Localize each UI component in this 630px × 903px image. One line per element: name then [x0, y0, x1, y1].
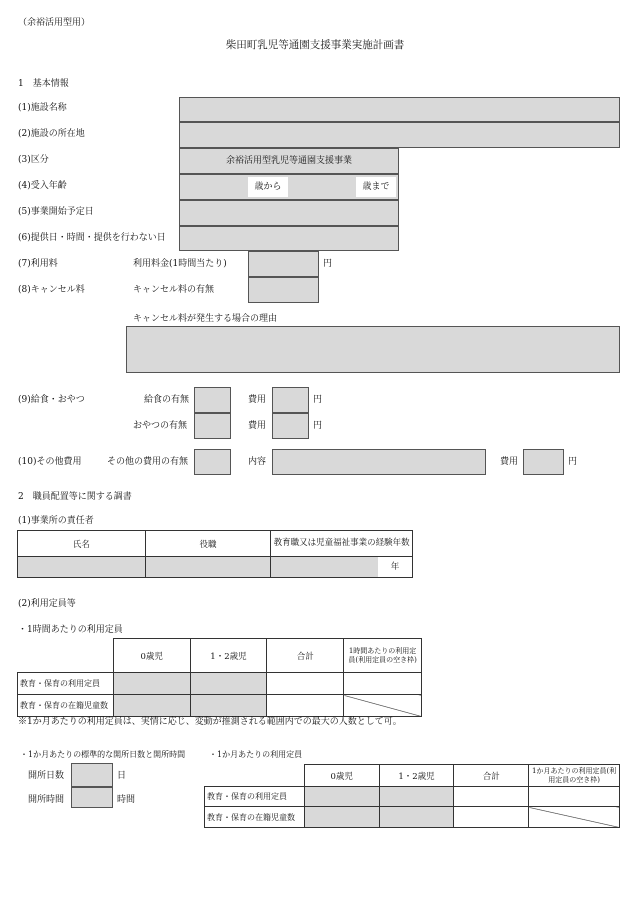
schedule-label: (6)提供日・時間・提供を行わない日	[18, 233, 166, 243]
cancel-reason-field[interactable]	[126, 326, 620, 373]
open-hours-label: 開所時間	[28, 795, 65, 805]
cancel-fee-exists-label: キャンセル料の有無	[133, 285, 215, 295]
standard-hours-heading: ・1か月あたりの標準的な開所日数と開所時間	[20, 750, 186, 759]
page-title: 柴田町乳児等通園支援事業実施計画書	[225, 39, 405, 51]
capacity-note: ※1か月あたりの利用定員は、実情に応じ、変動が推測される範囲内での最大の人数として可。	[18, 717, 402, 727]
age-to-label: 歳まで	[356, 177, 396, 197]
manager-table	[17, 530, 413, 578]
other-yen-unit: 円	[568, 457, 578, 467]
meal-yen-unit: 円	[313, 395, 323, 405]
hourly-col-age12: 1・2歳児	[190, 639, 267, 673]
category-value: 余裕活用型乳児等通園支援事業	[179, 148, 399, 174]
other-cost-exists-field[interactable]	[194, 449, 231, 475]
manager-position-cell[interactable]	[145, 557, 271, 578]
meal-label: (9)給食・おやつ	[18, 395, 85, 405]
facility-address-label: (2)施設の所在地	[18, 129, 85, 139]
meal-cost-field[interactable]	[272, 387, 309, 413]
hourly-capacity-vacancy[interactable]	[344, 673, 422, 695]
facility-name-field[interactable]	[179, 97, 620, 122]
monthly-capacity-total[interactable]	[454, 787, 529, 807]
hourly-enrolled-vacancy-na	[344, 695, 422, 717]
manager-experience-cell	[271, 557, 413, 578]
monthly-capacity-age0[interactable]	[304, 787, 379, 807]
fee-yen-unit: 円	[323, 259, 333, 269]
hour-unit: 時間	[117, 795, 136, 805]
open-days-label: 開所日数	[28, 771, 65, 781]
section1-heading: 1 基本情報	[18, 79, 69, 89]
fee-field[interactable]	[248, 251, 319, 277]
start-date-field[interactable]	[179, 200, 399, 226]
open-hours-field[interactable]	[71, 787, 113, 808]
section2-heading: 2 職員配置等に関する調書	[18, 492, 132, 502]
year-unit: 年	[390, 562, 400, 572]
monthly-capacity-heading: ・1か月あたりの利用定員	[209, 750, 303, 759]
age-from-label: 歳から	[248, 177, 288, 197]
meal-exists-label: 給食の有無	[144, 395, 190, 405]
monthly-capacity-age12[interactable]	[379, 787, 454, 807]
monthly-capacity-table	[204, 764, 620, 828]
manager-experience-field[interactable]	[271, 557, 378, 577]
fee-per-hour-label: 利用料金(1時間当たり)	[133, 259, 227, 269]
monthly-corner-cell	[205, 765, 305, 787]
snack-cost-field[interactable]	[272, 413, 309, 439]
day-unit: 日	[117, 771, 127, 781]
monthly-col-age0: 0歳児	[304, 765, 379, 787]
hourly-capacity-table	[17, 638, 422, 717]
other-content-field[interactable]	[272, 449, 486, 475]
category-label: (3)区分	[18, 155, 49, 165]
age-label: (4)受入年齢	[18, 181, 67, 191]
snack-exists-field[interactable]	[194, 413, 231, 439]
cancel-fee-field[interactable]	[248, 277, 319, 303]
manager-col-experience: 教育職又は児童福祉事業の経験年数	[271, 531, 413, 557]
hourly-capacity-total[interactable]	[267, 673, 344, 695]
other-cost-label: (10)その他費用	[18, 457, 82, 467]
snack-exists-label: おやつの有無	[133, 421, 188, 431]
hourly-enrolled-age0[interactable]	[113, 695, 190, 717]
manager-col-name: 氏名	[18, 531, 146, 557]
meal-exists-field[interactable]	[194, 387, 231, 413]
facility-name-label: (1)施設名称	[18, 103, 67, 113]
open-days-field[interactable]	[71, 763, 113, 787]
hourly-col-total: 合計	[267, 639, 344, 673]
monthly-col-vacancy: 1か月あたりの利用定員(利用定員の空き枠)	[529, 765, 620, 787]
hourly-capacity-age12[interactable]	[190, 673, 267, 695]
other-cost-amount-field[interactable]	[523, 449, 564, 475]
meal-cost-label: 費用	[248, 395, 267, 405]
hourly-col-vacancy: 1時間あたりの利用定員(利用定員の空き枠)	[344, 639, 422, 673]
monthly-enrolled-age12[interactable]	[379, 807, 454, 828]
facility-address-field[interactable]	[179, 122, 620, 148]
monthly-enrolled-age0[interactable]	[304, 807, 379, 828]
hourly-enrolled-total[interactable]	[267, 695, 344, 717]
monthly-capacity-vacancy[interactable]	[529, 787, 620, 807]
hourly-capacity-age0[interactable]	[113, 673, 190, 695]
cancel-reason-label: キャンセル料が発生する場合の理由	[133, 314, 278, 324]
manager-name-cell[interactable]	[18, 557, 146, 578]
start-date-label: (5)事業開始予定日	[18, 207, 94, 217]
monthly-enrolled-total[interactable]	[454, 807, 529, 828]
schedule-field[interactable]	[179, 226, 399, 251]
hourly-capacity-heading: ・1時間あたりの利用定員	[18, 625, 123, 635]
monthly-row-enrolled-label: 教育・保育の在籍児童数	[205, 807, 305, 828]
hourly-corner-cell	[18, 639, 114, 673]
monthly-col-age12: 1・2歳児	[379, 765, 454, 787]
hourly-row-enrolled-label: 教育・保育の在籍児童数	[18, 695, 114, 717]
other-cost-exists-label: その他の費用の有無	[107, 457, 189, 467]
snack-cost-label: 費用	[248, 421, 267, 431]
hourly-row-capacity-label: 教育・保育の利用定員	[18, 673, 114, 695]
hourly-enrolled-age12[interactable]	[190, 695, 267, 717]
monthly-col-total: 合計	[454, 765, 529, 787]
manager-col-position: 役職	[145, 531, 271, 557]
cancel-label: (8)キャンセル料	[18, 285, 85, 295]
form-type-label: （余裕活用型用）	[18, 18, 91, 28]
manager-heading: (1)事業所の責任者	[18, 516, 94, 526]
other-cost-amount-label: 費用	[500, 457, 519, 467]
fee-label: (7)利用料	[18, 259, 58, 269]
monthly-row-capacity-label: 教育・保育の利用定員	[205, 787, 305, 807]
other-content-label: 内容	[248, 457, 267, 467]
capacity-heading: (2)利用定員等	[18, 599, 76, 609]
monthly-enrolled-vacancy-na	[529, 807, 620, 828]
hourly-col-age0: 0歳児	[113, 639, 190, 673]
snack-yen-unit: 円	[313, 421, 323, 431]
